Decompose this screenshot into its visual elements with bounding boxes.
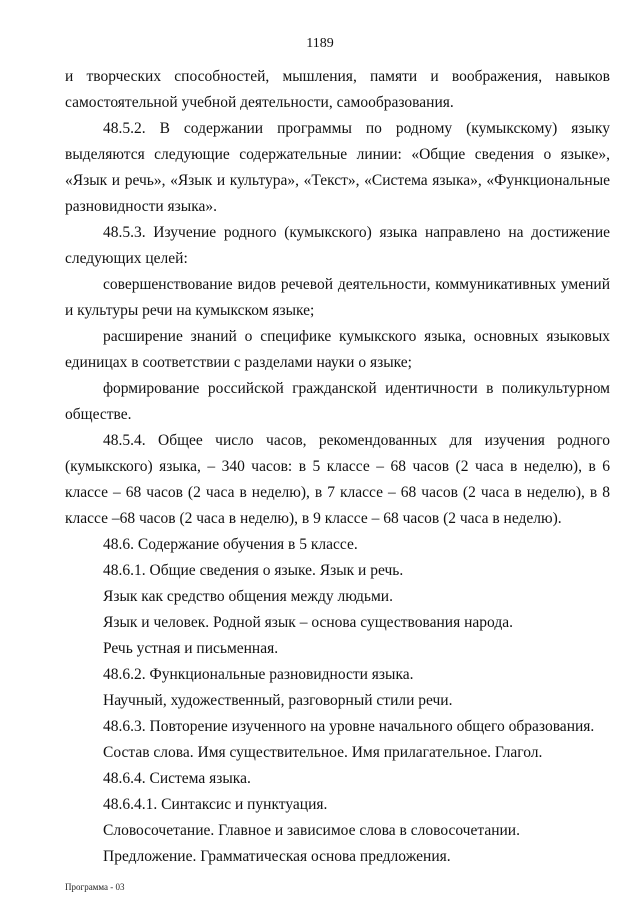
paragraph-word-composition: Состав слова. Имя существительное. Имя прилагательное. Глагол.: [103, 744, 543, 761]
paragraph-48-5-3: 48.5.3. Изучение родного (кумыкского) языка направлено на достижение следующих целей:: [65, 224, 610, 267]
paragraph-48-6-4: 48.6.4. Система языка.: [103, 770, 251, 787]
paragraph-language-human: Язык и человек. Родной язык – основа существования народа.: [103, 614, 513, 631]
paragraph-goal-2: расширение знаний о специфике кумыкского языка, основных языковых единицах в соответствии с разделами науки о языке;: [65, 328, 610, 371]
paragraph-48-6-4-1: 48.6.4.1. Синтаксис и пунктуация.: [103, 796, 328, 813]
paragraph-goal-1: совершенствование видов речевой деятельности, коммуникативных умений и культуры речи на кумыкском языке;: [65, 276, 610, 319]
paragraph-goal-3: формирование российской гражданской идентичности в поликультурном обществе.: [65, 380, 610, 423]
paragraph-speech-styles: Научный, художественный, разговорный стили речи.: [103, 692, 453, 709]
paragraph-48-6-1: 48.6.1. Общие сведения о языке. Язык и речь.: [103, 562, 404, 579]
paragraph-speech-oral-written: Речь устная и письменная.: [103, 640, 279, 657]
page-number: 1189: [306, 36, 334, 51]
footer-label: Программа - 03: [65, 882, 125, 892]
paragraph-continuation: и творческих способностей, мышления, памяти и воображения, навыков самостоятельной учебной деятельности, самообразования.: [65, 68, 610, 111]
paragraph-48-5-2: 48.5.2. В содержании программы по родному (кумыкскому) языку выделяются следующие содержательные линии: «Общие сведения о языке», «Язык и речь», «Язык и культура», «Текст», «Система языка», «Функциональные разновидности языка».: [65, 120, 610, 215]
paragraph-language-communication: Язык как средство общения между людьми.: [103, 588, 393, 605]
paragraph-48-6: 48.6. Содержание обучения в 5 классе.: [103, 536, 358, 553]
paragraph-48-6-2: 48.6.2. Функциональные разновидности языка.: [103, 666, 414, 683]
paragraph-phrase: Словосочетание. Главное и зависимое слова в словосочетании.: [103, 822, 520, 839]
paragraph-48-5-4: 48.5.4. Общее число часов, рекомендованных для изучения родного (кумыкского) языка, – 340 часов: в 5 классе – 68 часов (2 часа в неделю), в 6 классе – 68 часов (2 часа в неделю), в 7 классе – 68 часов (2 часа в неделю), в 8 классе –68 часов (2 часа в неделю), в 9 классе – 68 часов (2 часа в неделю).: [65, 432, 610, 527]
body-text: [65, 64, 610, 870]
paragraph-sentence: Предложение. Грамматическая основа предложения.: [103, 848, 451, 865]
paragraph-48-6-3: 48.6.3. Повторение изученного на уровне начального общего образования.: [103, 718, 595, 735]
